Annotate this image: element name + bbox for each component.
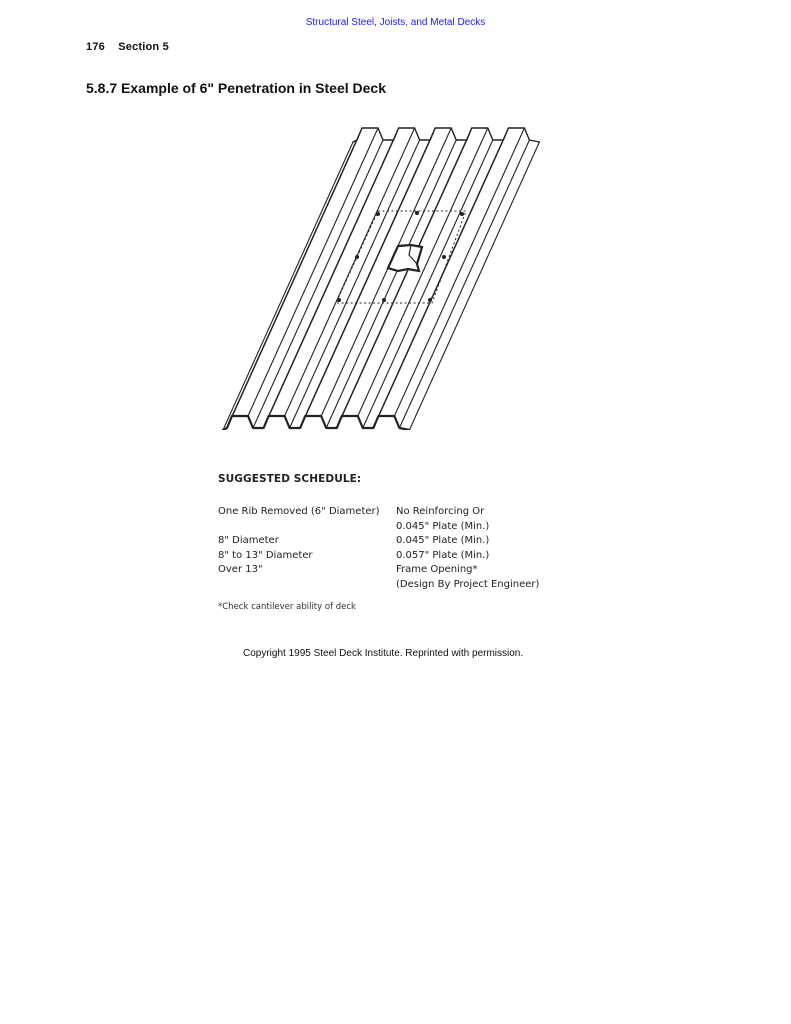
schedule-table xyxy=(218,505,558,592)
fastener-dot xyxy=(428,298,432,302)
schedule-footnote: *Check cantilever ability of deck xyxy=(218,602,356,612)
deck-fold-line xyxy=(290,140,420,428)
page-number-line xyxy=(86,41,169,53)
fastener-dot xyxy=(337,298,341,302)
deck-fold-line xyxy=(399,140,529,428)
schedule-condition: One Rib Removed (6" Diameter) xyxy=(218,506,380,517)
fastener-dot xyxy=(442,255,446,259)
schedule-requirement: (Design By Project Engineer) xyxy=(396,578,540,590)
deck-fold-line xyxy=(342,128,472,416)
schedule-condition: 8" to 13" Diameter xyxy=(218,549,313,561)
deck-fold-line xyxy=(253,140,383,428)
schedule-row xyxy=(218,578,558,593)
fastener-dot xyxy=(415,211,419,215)
schedule-condition xyxy=(218,520,396,535)
schedule-row xyxy=(218,563,558,578)
schedule-row xyxy=(218,534,558,549)
deck-fold-line xyxy=(321,128,451,416)
fastener-dot xyxy=(376,212,380,216)
schedule-title: SUGGESTED SCHEDULE: xyxy=(218,473,362,485)
steel-deck-penetration-illustration xyxy=(212,120,557,430)
deck-fold-line xyxy=(232,128,362,416)
deck-fold-line xyxy=(409,142,539,430)
schedule-row xyxy=(218,505,558,520)
deck-fold-line xyxy=(223,142,353,430)
deck-fold-line xyxy=(305,128,435,416)
schedule-condition xyxy=(218,578,396,593)
fastener-dot xyxy=(355,255,359,259)
page-number: 176 xyxy=(86,41,105,53)
deck-penetration-opening xyxy=(388,245,422,271)
section-heading: 5.8.7 Example of 6" Penetration in Steel Deck xyxy=(86,80,386,96)
deck-fold-line xyxy=(358,128,488,416)
running-header-link[interactable]: Structural Steel, Joists, and Metal Decks xyxy=(305,17,486,28)
schedule-requirement: Frame Opening* xyxy=(396,564,478,575)
deck-fold-line xyxy=(269,128,399,416)
copyright-notice: Copyright 1995 Steel Deck Institute. Reprinted with permission. xyxy=(243,648,524,659)
deck-fold-line xyxy=(363,140,493,428)
schedule-row xyxy=(218,549,558,564)
fastener-dot xyxy=(460,212,464,216)
deck-front-edge xyxy=(223,416,409,430)
schedule-row xyxy=(218,520,558,535)
deck-fold-line xyxy=(326,140,456,428)
section-label: Section 5 xyxy=(118,41,169,53)
deck-fold-line xyxy=(285,128,415,416)
suggested-schedule xyxy=(218,473,558,612)
schedule-requirement: 0.045" Plate (Min.) xyxy=(396,535,490,546)
schedule-requirement: No Reinforcing Or xyxy=(396,506,485,517)
deck-fold-line xyxy=(394,128,524,416)
schedule-condition: Over 13" xyxy=(218,564,263,575)
schedule-requirement: 0.045" Plate (Min.) xyxy=(396,520,490,532)
deck-fold-line xyxy=(248,128,378,416)
schedule-condition: 8" Diameter xyxy=(218,535,279,546)
schedule-requirement: 0.057" Plate (Min.) xyxy=(396,549,490,561)
fastener-dot xyxy=(382,298,386,302)
